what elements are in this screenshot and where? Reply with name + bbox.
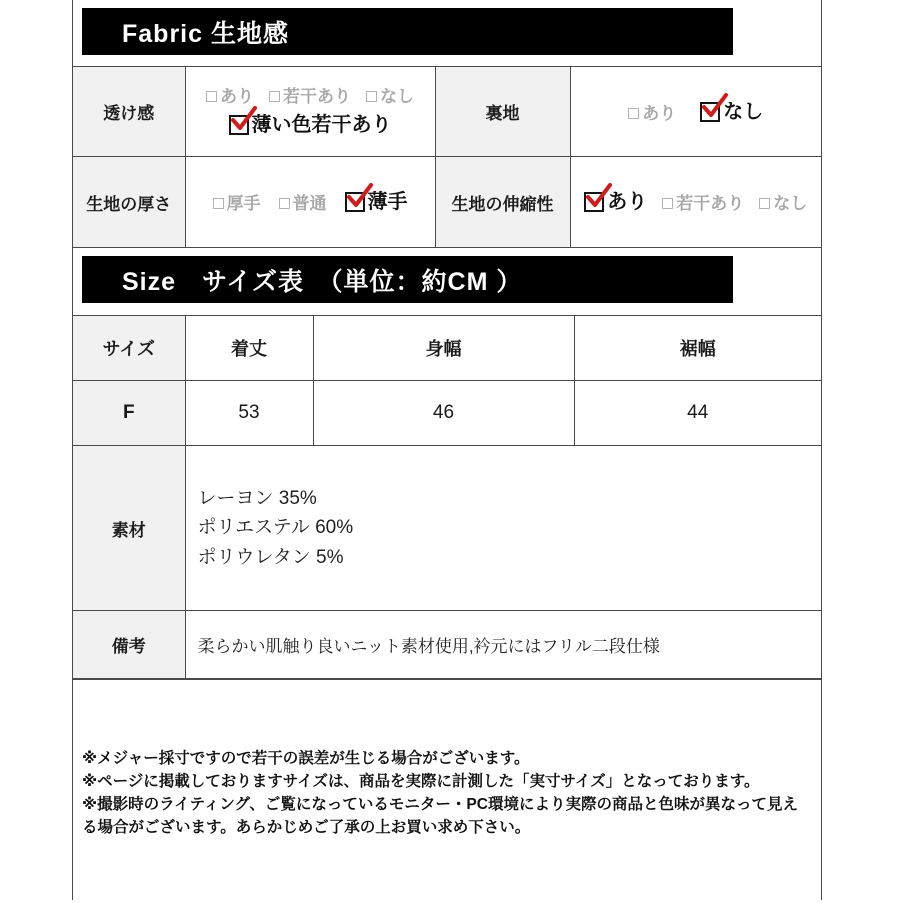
disclaimer-line: ※メジャー採寸ですので若干の誤差が生じる場合がございます。	[82, 750, 530, 767]
label-lining: 裏地	[435, 67, 570, 157]
fabric-row-2	[73, 157, 821, 248]
checkbox-unchecked-icon	[366, 91, 377, 102]
hem-width-value: 44	[574, 381, 821, 446]
label-stretch: 生地の伸縮性	[435, 157, 570, 248]
checkbox-unchecked-icon	[662, 198, 673, 209]
label-thickness: 生地の厚さ	[73, 157, 185, 248]
material-line: ポリウレタン 5%	[197, 546, 344, 568]
option-label: 薄い色若干あり	[251, 114, 392, 136]
notes-row	[73, 611, 821, 679]
label-sheerness: 透け感	[73, 67, 185, 157]
fabric-section-header	[82, 8, 733, 55]
checkbox-unchecked-icon	[628, 108, 639, 119]
material-line: ポリエステル 60%	[197, 517, 354, 539]
disclaimer-line: ※撮影時のライティング、ご覧になっているモニター・PC環境により実際の商品と色味が異なって見える場合がございます。あらかじめご了承の上お買い求め下さい。	[82, 796, 798, 836]
content-frame	[72, 0, 822, 900]
column-header-hem-width: 裾幅	[574, 316, 821, 381]
material-content	[185, 446, 821, 611]
checkbox-unchecked-icon	[206, 91, 217, 102]
size-section-header	[82, 256, 733, 303]
unchecked-option	[628, 105, 676, 122]
disclaimer-box	[73, 679, 821, 903]
option-label: 薄手	[367, 191, 408, 213]
fabric-row-1	[73, 67, 821, 157]
checked-option	[229, 115, 392, 135]
checkbox-unchecked-icon	[213, 198, 224, 209]
option-label: 若干あり	[676, 194, 745, 213]
fabric-table	[73, 66, 821, 248]
checkbox-unchecked-icon	[759, 198, 770, 209]
fabric-section-title: Fabric 生地感	[122, 19, 289, 48]
material-line: レーヨン 35%	[197, 487, 317, 509]
size-table-header-row	[73, 316, 821, 381]
lining-options-cell	[570, 67, 821, 157]
thickness-options-cell	[185, 157, 435, 248]
checkbox-checked-icon	[345, 192, 365, 212]
option-label: 普通	[292, 194, 327, 213]
option-label: あり	[220, 87, 254, 106]
size-value-label: F	[73, 381, 185, 446]
body-width-value: 46	[313, 381, 574, 446]
stretch-options-cell	[570, 157, 821, 248]
option-label: 厚手	[226, 194, 261, 213]
checkbox-checked-icon	[229, 115, 249, 135]
disclaimer-text-block	[82, 747, 813, 839]
unchecked-option	[662, 195, 744, 212]
size-section-title: Size サイズ表 （単位：約CM ）	[122, 267, 523, 296]
label-material: 素材	[73, 446, 185, 611]
option-label: なし	[380, 87, 414, 106]
option-label: 若干あり	[283, 87, 351, 106]
checkbox-unchecked-icon	[279, 198, 290, 209]
option-label: あり	[642, 103, 677, 123]
unchecked-option	[759, 195, 807, 212]
stretch-options-row	[571, 192, 822, 212]
disclaimer-line: ※ページに掲載しておりますサイズは、商品を実際に計測した「実寸サイズ」となっております。	[82, 773, 760, 790]
checkbox-checked-icon	[584, 192, 604, 212]
length-value: 53	[185, 381, 313, 446]
checked-option	[345, 192, 408, 212]
thickness-options-row	[186, 192, 435, 212]
lining-options-row	[571, 102, 822, 122]
unchecked-option	[269, 88, 351, 105]
option-label: あり	[607, 191, 648, 213]
size-table	[73, 315, 821, 679]
notes-content: 柔らかい肌触り良いニット素材使用,衿元にはフリル二段仕様	[185, 611, 821, 679]
unchecked-option	[279, 195, 327, 212]
column-header-body-width: 身幅	[313, 316, 574, 381]
unchecked-option	[206, 88, 254, 105]
option-label: なし	[773, 194, 808, 213]
option-label: なし	[723, 100, 764, 123]
column-header-length: 着丈	[185, 316, 313, 381]
checkbox-unchecked-icon	[269, 91, 280, 102]
checked-option	[700, 102, 763, 122]
sheerness-options-cell	[185, 67, 435, 157]
checked-option	[584, 192, 647, 212]
unchecked-option	[213, 195, 261, 212]
sheerness-options-row	[186, 88, 435, 105]
checkbox-checked-icon	[700, 102, 720, 122]
size-table-row-f	[73, 381, 821, 446]
unchecked-option	[366, 88, 414, 105]
material-row	[73, 446, 821, 611]
column-header-size: サイズ	[73, 316, 185, 381]
sheerness-selected-row	[186, 115, 435, 135]
label-notes: 備考	[73, 611, 185, 679]
